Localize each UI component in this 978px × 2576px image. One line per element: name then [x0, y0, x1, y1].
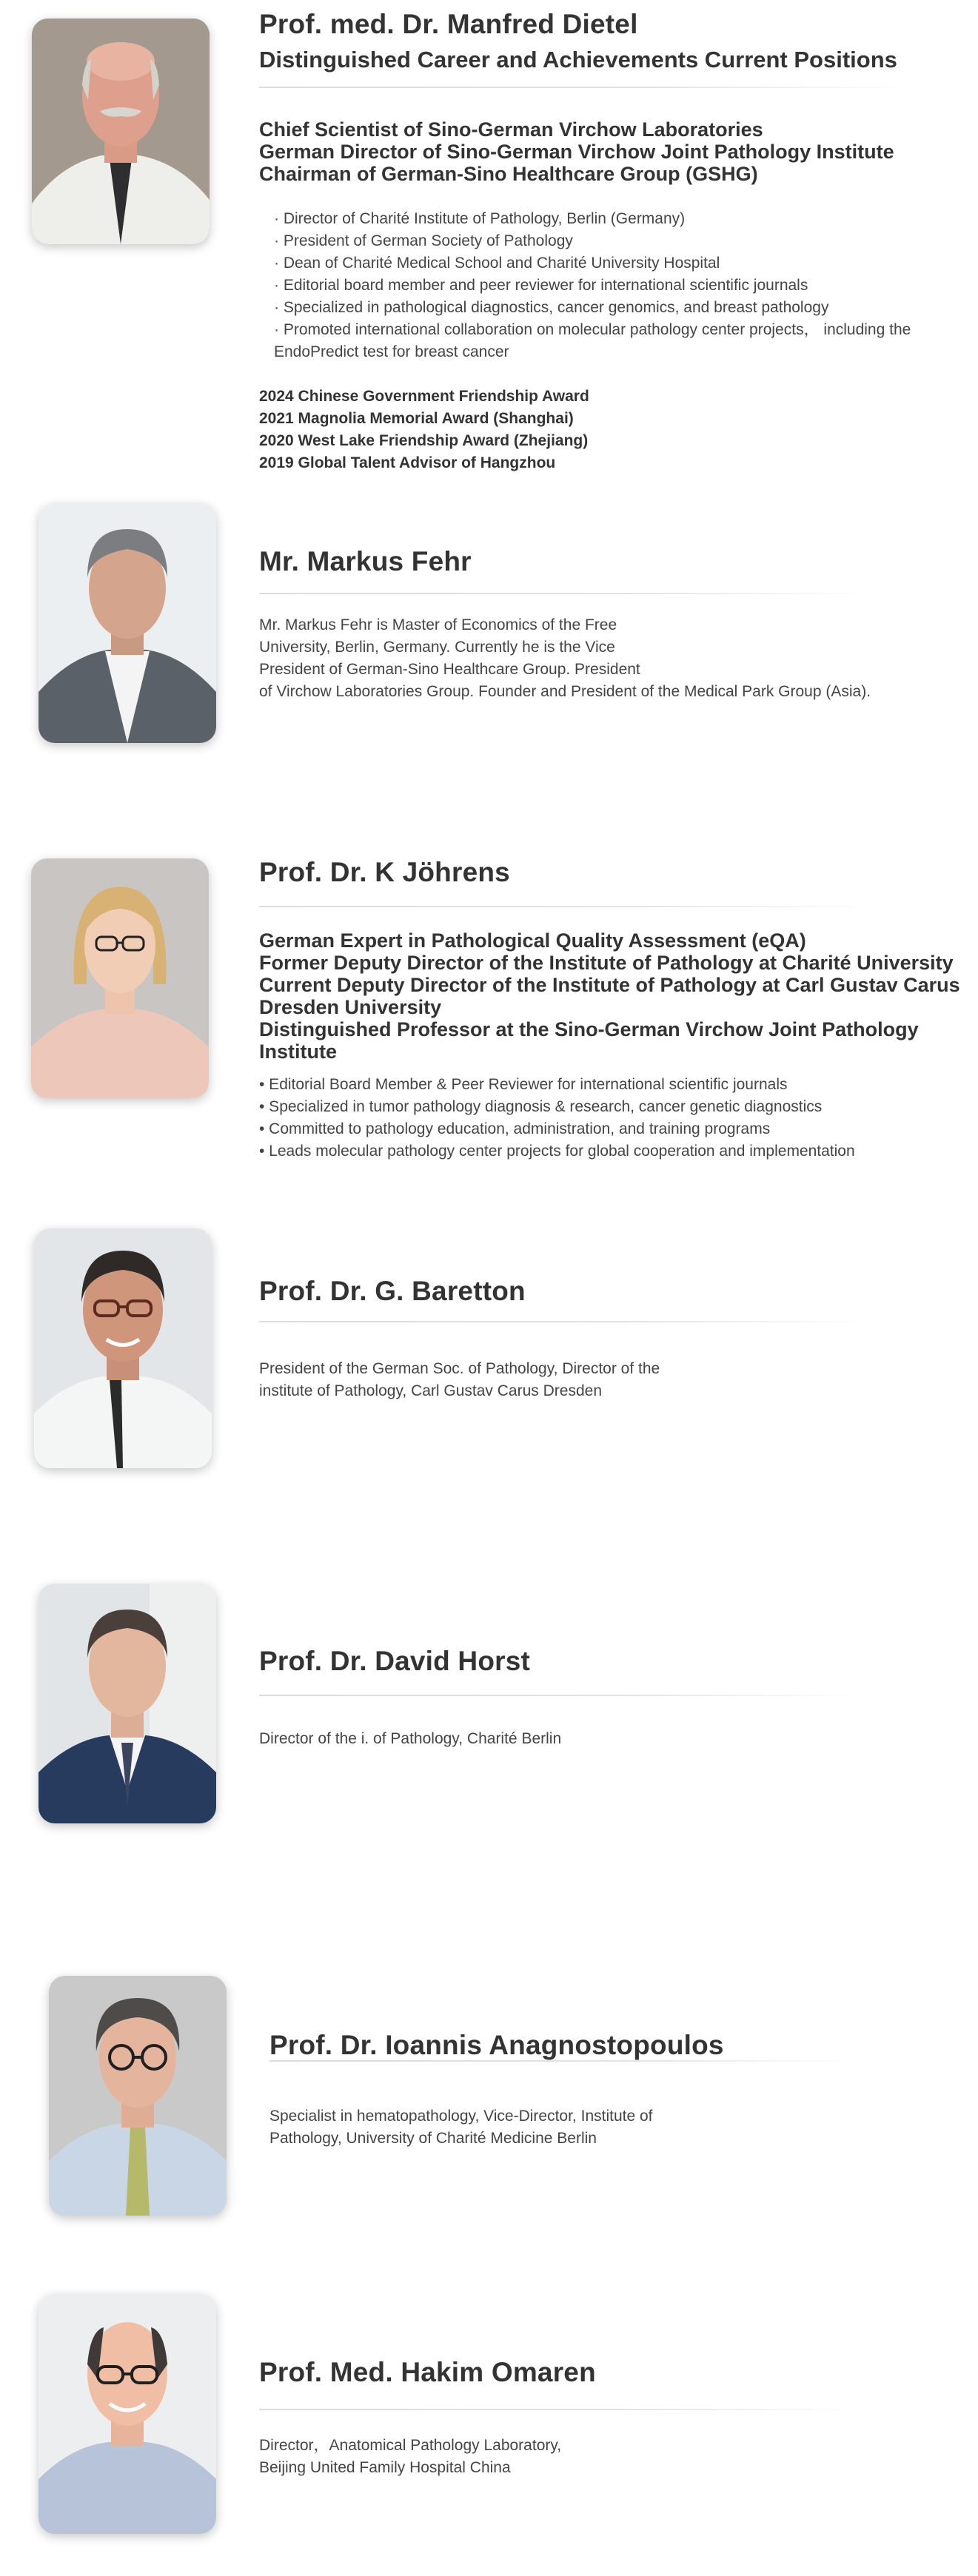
bio-line: University, Berlin, Germany. Currently he is the Vice	[259, 639, 615, 656]
profile-k-johrens	[0, 844, 978, 1214]
title-line: German Expert in Pathological Quality Assessment (eQA)	[259, 929, 806, 952]
list-item: • Editorial Board Member & Peer Reviewer for international scientific journals	[259, 1076, 788, 1093]
award-item: 2021 Magnolia Memorial Award (Shanghai)	[259, 410, 574, 427]
portrait-photo	[32, 19, 210, 244]
divider	[259, 593, 866, 594]
titles-block	[259, 929, 960, 1063]
bio-text	[259, 2435, 561, 2479]
highlights-list	[259, 1074, 855, 1163]
profile-manfred-dietel	[0, 0, 978, 488]
person-name: Prof. med. Dr. Manfred Dietel	[259, 9, 638, 39]
bio-line: Mr. Markus Fehr is Master of Economics of the Free	[259, 616, 617, 633]
portrait-photo	[31, 858, 209, 1098]
person-name: Prof. Dr. G. Baretton	[259, 1276, 526, 1306]
bio-text	[259, 614, 871, 703]
list-item: · Editorial board member and peer reviewer for international scientific journals	[274, 277, 808, 294]
portrait-photo	[38, 503, 216, 743]
profile-david-horst	[0, 1584, 978, 1976]
title-line: Institute	[259, 1040, 337, 1063]
award-item: 2020 West Lake Friendship Award (Zhejiang)	[259, 432, 589, 449]
divider	[259, 2409, 859, 2410]
divider	[259, 906, 874, 907]
bio-line: Specialist in hematopathology, Vice-Director, Institute of	[269, 2108, 653, 2125]
bio-line: Beijing United Family Hospital China	[259, 2459, 511, 2476]
list-item: · Director of Charité Institute of Pathology, Berlin (Germany)	[274, 210, 686, 227]
bio-line: Director of the i. of Pathology, Charité Berlin	[259, 1730, 562, 1747]
divider	[269, 2060, 854, 2062]
portrait-photo	[34, 1228, 212, 1468]
title-line: Former Deputy Director of the Institute of Pathology at Charité University	[259, 952, 954, 974]
portrait-photo	[38, 1584, 216, 1823]
portrait-photo	[38, 2294, 216, 2534]
title-line: German Director of Sino-German Virchow Joint Pathology Institute	[259, 141, 894, 163]
bio-text	[259, 1728, 561, 1750]
profile-hakim-omaren	[0, 2294, 978, 2576]
list-item: · Specialized in pathological diagnostics, cancer genomics, and breast pathology	[274, 299, 829, 316]
bio-text	[259, 1358, 660, 1402]
person-name: Prof. Dr. David Horst	[259, 1646, 531, 1676]
divider	[259, 1321, 866, 1322]
awards-list	[259, 386, 589, 474]
bio-line: President of German-Sino Healthcare Group. President	[259, 661, 640, 678]
bio-line: Pathology, University of Charité Medicine Berlin	[269, 2130, 597, 2147]
bio-line: of Virchow Laboratories Group. Founder and President of the Medical Park Group (Asia).	[259, 683, 871, 700]
person-subtitle: Distinguished Career and Achievements Current Positions	[259, 47, 897, 73]
person-name: Prof. Med. Hakim Omaren	[259, 2357, 596, 2387]
title-line: Dresden University	[259, 996, 442, 1018]
list-item: · Promoted international collaboration on molecular pathology center projects， including the	[274, 321, 911, 338]
titles-block	[259, 118, 894, 185]
profile-ioannis-anagnostopoulos	[0, 1976, 978, 2294]
profile-g-baretton	[0, 1214, 978, 1584]
profile-markus-fehr	[0, 488, 978, 844]
list-item: • Committed to pathology education, administration, and training programs	[259, 1120, 771, 1137]
bio-line: institute of Pathology, Carl Gustav Carus Dresden	[259, 1382, 602, 1399]
positions-list	[274, 208, 911, 363]
award-item: 2024 Chinese Government Friendship Award	[259, 388, 589, 405]
list-item: • Specialized in tumor pathology diagnosis & research, cancer genetic diagnostics	[259, 1098, 823, 1115]
person-name: Prof. Dr. K Jöhrens	[259, 857, 510, 887]
divider	[259, 1695, 859, 1696]
list-item: · President of German Society of Pathology	[274, 232, 573, 249]
bio-line: President of the German Soc. of Pathology, Director of the	[259, 1360, 660, 1377]
person-name: Prof. Dr. Ioannis Anagnostopoulos	[269, 2030, 724, 2060]
title-line: Distinguished Professor at the Sino-German Virchow Joint Pathology	[259, 1018, 919, 1040]
list-item: • Leads molecular pathology center projects for global cooperation and implementation	[259, 1143, 855, 1160]
award-item: 2019 Global Talent Advisor of Hangzhou	[259, 454, 556, 471]
list-item: EndoPredict test for breast cancer	[274, 343, 509, 360]
divider	[259, 87, 911, 88]
title-line: Current Deputy Director of the Institute of Pathology at Carl Gustav Carus	[259, 974, 960, 996]
portrait-photo	[49, 1976, 227, 2216]
bio-line: Director，Anatomical Pathology Laboratory,	[259, 2437, 562, 2454]
title-line: Chairman of German-Sino Healthcare Group (GSHG)	[259, 163, 758, 185]
person-name: Mr. Markus Fehr	[259, 546, 472, 576]
list-item: · Dean of Charité Medical School and Charité University Hospital	[274, 255, 720, 272]
bio-text	[269, 2105, 653, 2150]
title-line: Chief Scientist of Sino-German Virchow Laboratories	[259, 118, 763, 141]
